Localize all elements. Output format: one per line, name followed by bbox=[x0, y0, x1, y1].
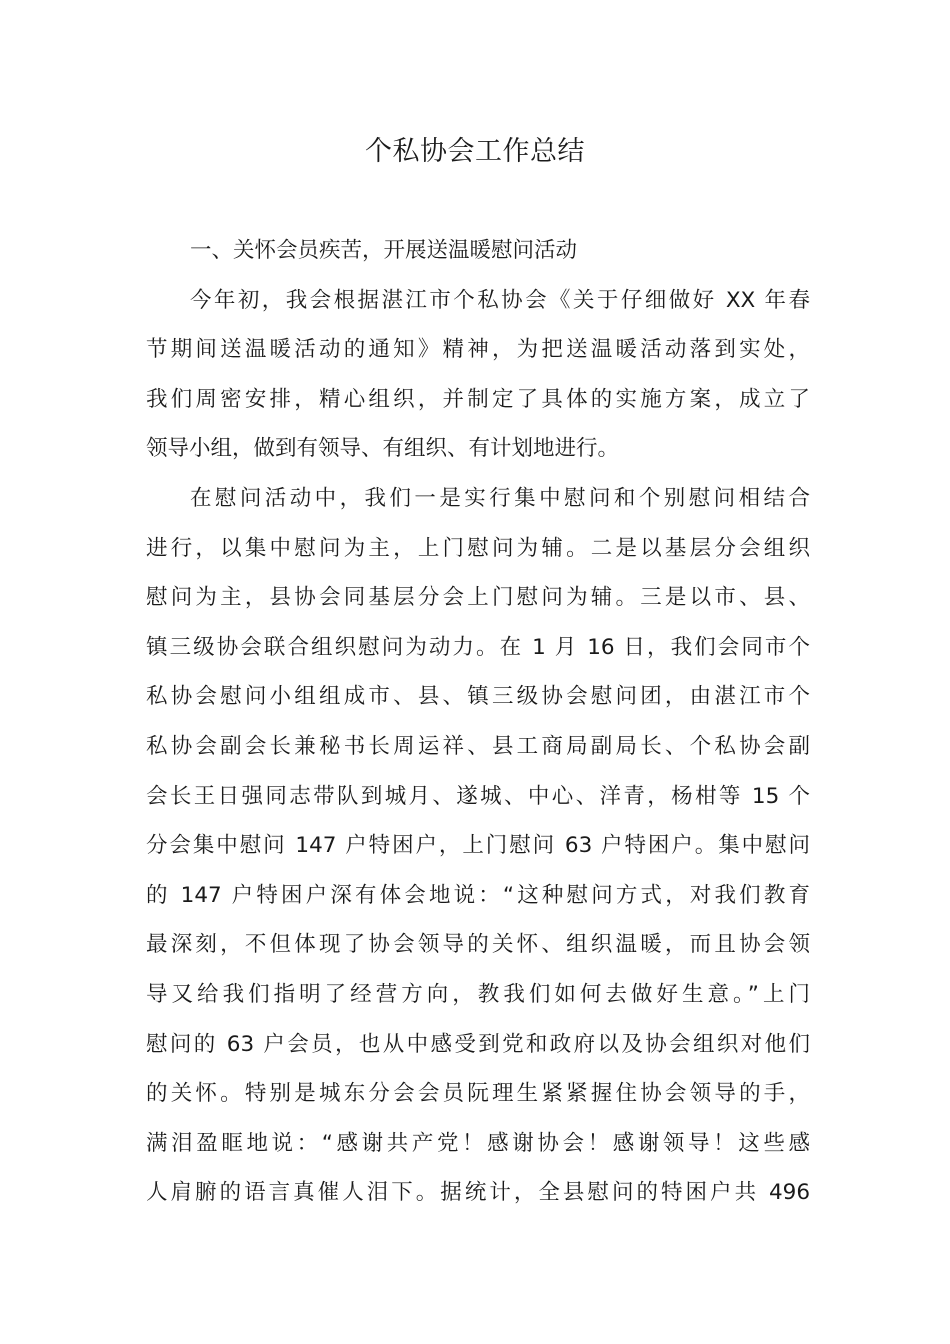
paragraph-line: 慰问的 63 户会员，也从中感受到党和政府以及协会组织对他们 bbox=[146, 1031, 810, 1057]
document-title: 个私协会工作总结 bbox=[365, 136, 585, 167]
paragraph-line: 镇三级协会联合组织慰问为动力。在 1 月 16 日，我们会同市个 bbox=[146, 634, 810, 660]
paragraph-line: 的 147 户特困户深有体会地说：“这种慰问方式，对我们教育 bbox=[146, 882, 810, 908]
paragraph-line: 进行，以集中慰问为主，上门慰问为辅。二是以基层分会组织 bbox=[146, 535, 810, 561]
paragraph-line: 私协会副会长兼秘书长周运祥、县工商局副局长、个私协会副 bbox=[146, 733, 810, 759]
paragraph-line: 今年初，我会根据湛江市个私协会《关于仔细做好 XX 年春 bbox=[190, 287, 810, 313]
paragraph-line: 导又给我们指明了经营方向，教我们如何去做好生意。”上门 bbox=[146, 981, 810, 1007]
paragraph-line: 节期间送温暖活动的通知》精神，为把送温暖活动落到实处， bbox=[146, 337, 810, 363]
document-body bbox=[146, 226, 810, 1218]
paragraph-line: 人肩腑的语言真催人泪下。据统计，全县慰问的特困户共 496 bbox=[146, 1180, 810, 1206]
paragraph-line: 的关怀。特别是城东分会会员阮理生紧紧握住协会领导的手， bbox=[146, 1081, 810, 1107]
paragraph-line: 私协会慰问小组组成市、县、镇三级协会慰问团，由湛江市个 bbox=[146, 684, 810, 710]
paragraph-line: 在慰问活动中，我们一是实行集中慰问和个别慰问相结合 bbox=[190, 485, 810, 511]
paragraph-line: 领导小组，做到有领导、有组织、有计划地进行。 bbox=[146, 436, 620, 462]
section-heading: 一、关怀会员疾苦，开展送温暖慰问活动 bbox=[190, 238, 578, 263]
paragraph-line: 我们周密安排，精心组织，并制定了具体的实施方案，成立了 bbox=[146, 386, 810, 412]
paragraph-line: 分会集中慰问 147 户特困户，上门慰问 63 户特困户。集中慰问 bbox=[146, 833, 810, 859]
paragraph-line: 最深刻，不但体现了协会领导的关怀、组织温暖，而且协会领 bbox=[146, 932, 810, 958]
paragraph-line: 满泪盈眶地说：“感谢共产党！感谢协会！感谢领导！这些感 bbox=[146, 1130, 810, 1156]
paragraph-line: 会长王日强同志带队到城月、遂城、中心、洋青，杨柑等 15 个 bbox=[146, 783, 810, 809]
paragraph-line: 慰问为主，县协会同基层分会上门慰问为辅。三是以市、县、 bbox=[146, 585, 810, 611]
